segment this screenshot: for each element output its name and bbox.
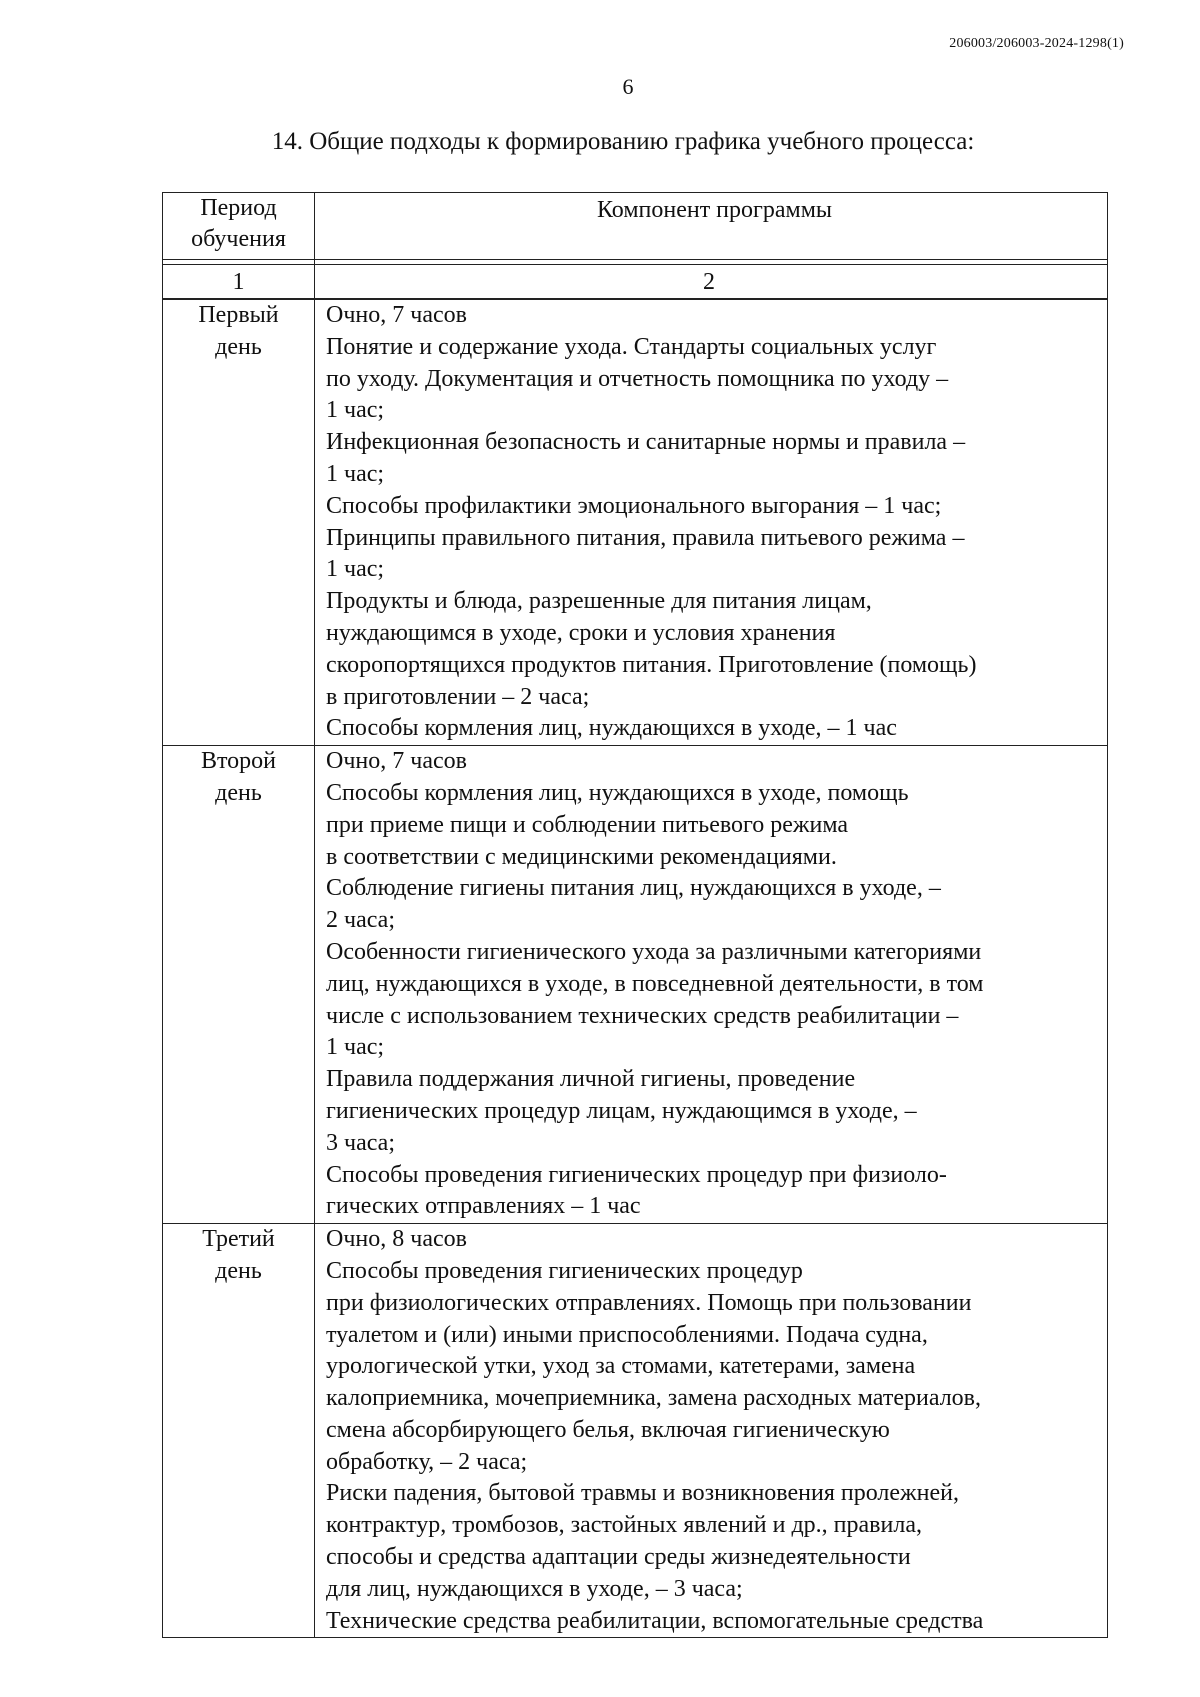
component-text-line: Способы профилактики эмоционального выгорания – 1 час;: [326, 492, 942, 519]
period-cell: [162, 745, 314, 1223]
component-text-line: Технические средства реабилитации, вспомогательные средства: [326, 1607, 984, 1634]
page-number: 6: [622, 74, 634, 99]
document-id: 206003/206003-2024-1298(1): [949, 36, 1124, 51]
component-text-line: по уходу. Документация и отчетность помощника по уходу –: [326, 365, 949, 392]
component-text-line: урологической утки, уход за стомами, катетерами, замена: [326, 1353, 916, 1380]
schedule-table: [162, 192, 1108, 1638]
component-text-line: Понятие и содержание ухода. Стандарты социальных услуг: [326, 333, 937, 360]
column-header-period: [162, 192, 314, 260]
table-body: [162, 299, 1108, 1638]
component-text-line: Способы проведения гигиенических процедур при физиоло-: [326, 1161, 947, 1188]
component-text-line: 1 час;: [326, 556, 385, 583]
column-header-component-label: Компонент программы: [596, 197, 833, 223]
component-text-line: Риски падения, бытовой травмы и возникновения пролежней,: [326, 1480, 959, 1507]
component-text-line: Правила поддержания личной гигиены, проведение: [326, 1066, 856, 1093]
component-text-line: 1 час;: [326, 460, 385, 487]
component-text-line: Продукты и блюда, разрешенные для питания лицам,: [326, 588, 872, 615]
column-number-row: [162, 264, 1108, 299]
period-label-line: Второй: [200, 748, 277, 775]
column-header-period-line: обучения: [191, 226, 286, 252]
period-label-line: Первый: [198, 302, 279, 328]
component-text-line: Очно, 7 часов: [326, 748, 467, 775]
component-text-line: Очно, 7 часов: [326, 302, 467, 328]
component-text-line: при физиологических отправлениях. Помощь при пользовании: [326, 1289, 972, 1316]
component-cell: [314, 745, 1108, 1223]
component-text-line: в приготовлении – 2 часа;: [326, 683, 590, 710]
component-text-line: при приеме пищи и соблюдении питьевого режима: [326, 811, 849, 838]
component-text-line: Инфекционная безопасность и санитарные нормы и правила –: [326, 429, 966, 456]
component-text-line: Принципы правильного питания, правила питьевого режима –: [326, 524, 965, 551]
column-number: 1: [162, 264, 314, 299]
component-text-line: 2 часа;: [326, 907, 395, 934]
column-number: 2: [314, 264, 1108, 299]
component-text-line: Способы кормления лиц, нуждающихся в уходе, помощь: [326, 779, 909, 806]
period-label-line: день: [215, 333, 262, 360]
component-text-line: для лиц, нуждающихся в уходе, – 3 часа;: [326, 1575, 743, 1602]
period-label-line: день: [215, 1257, 262, 1284]
component-text-line: гических отправлениях – 1 час: [326, 1193, 641, 1220]
component-text-line: Особенности гигиенического ухода за различными категориями: [326, 938, 982, 965]
component-text-line: 1 час;: [326, 397, 385, 424]
component-text-line: 1 час;: [326, 1034, 385, 1061]
component-text-line: лиц, нуждающихся в уходе, в повседневной деятельности, в том: [326, 970, 984, 997]
period-cell: [162, 1223, 314, 1638]
component-text-line: калоприемника, мочеприемника, замена расходных материалов,: [326, 1385, 981, 1412]
section-title: 14. Общие подходы к формированию графика учебного процесса:: [271, 128, 975, 155]
column-header-component: [314, 192, 1108, 260]
period-label-line: день: [215, 779, 262, 806]
component-text-line: смена абсорбирующего белья, включая гигиеническую: [326, 1416, 890, 1443]
component-text-line: числе с использованием технических средств реабилитации –: [326, 1002, 959, 1029]
component-text-line: нуждающимся в уходе, сроки и условия хранения: [326, 619, 836, 646]
component-text-line: Очно, 8 часов: [326, 1226, 467, 1253]
component-cell: [314, 299, 1108, 745]
component-text-line: обработку, – 2 часа;: [326, 1448, 528, 1475]
table-header-row: [162, 192, 1108, 260]
component-text-line: туалетом и (или) иными приспособлениями. Подача судна,: [326, 1321, 928, 1348]
component-text-line: контрактур, тромбозов, застойных явлений и др., правила,: [326, 1512, 922, 1539]
table-row: [162, 299, 1108, 745]
column-header-period-line: Период: [200, 195, 277, 221]
component-text-line: 3 часа;: [326, 1129, 395, 1156]
period-cell: [162, 299, 314, 745]
component-text-line: Способы кормления лиц, нуждающихся в уходе, – 1 час: [326, 715, 897, 742]
component-text-line: Способы проведения гигиенических процедур: [326, 1257, 803, 1284]
period-label-line: Третий: [202, 1226, 275, 1253]
component-text-line: в соответствии с медицинскими рекомендациями.: [326, 843, 837, 870]
component-text-line: гигиенических процедур лицам, нуждающимся в уходе, –: [326, 1097, 917, 1124]
table-row: [162, 745, 1108, 1223]
table-row: [162, 1223, 1108, 1638]
component-text-line: скоропортящихся продуктов питания. Приготовление (помощь): [326, 651, 977, 678]
component-cell: [314, 1223, 1108, 1638]
component-text-line: Соблюдение гигиены питания лиц, нуждающихся в уходе, –: [326, 875, 941, 902]
component-text-line: способы и средства адаптации среды жизнедеятельности: [326, 1544, 911, 1571]
